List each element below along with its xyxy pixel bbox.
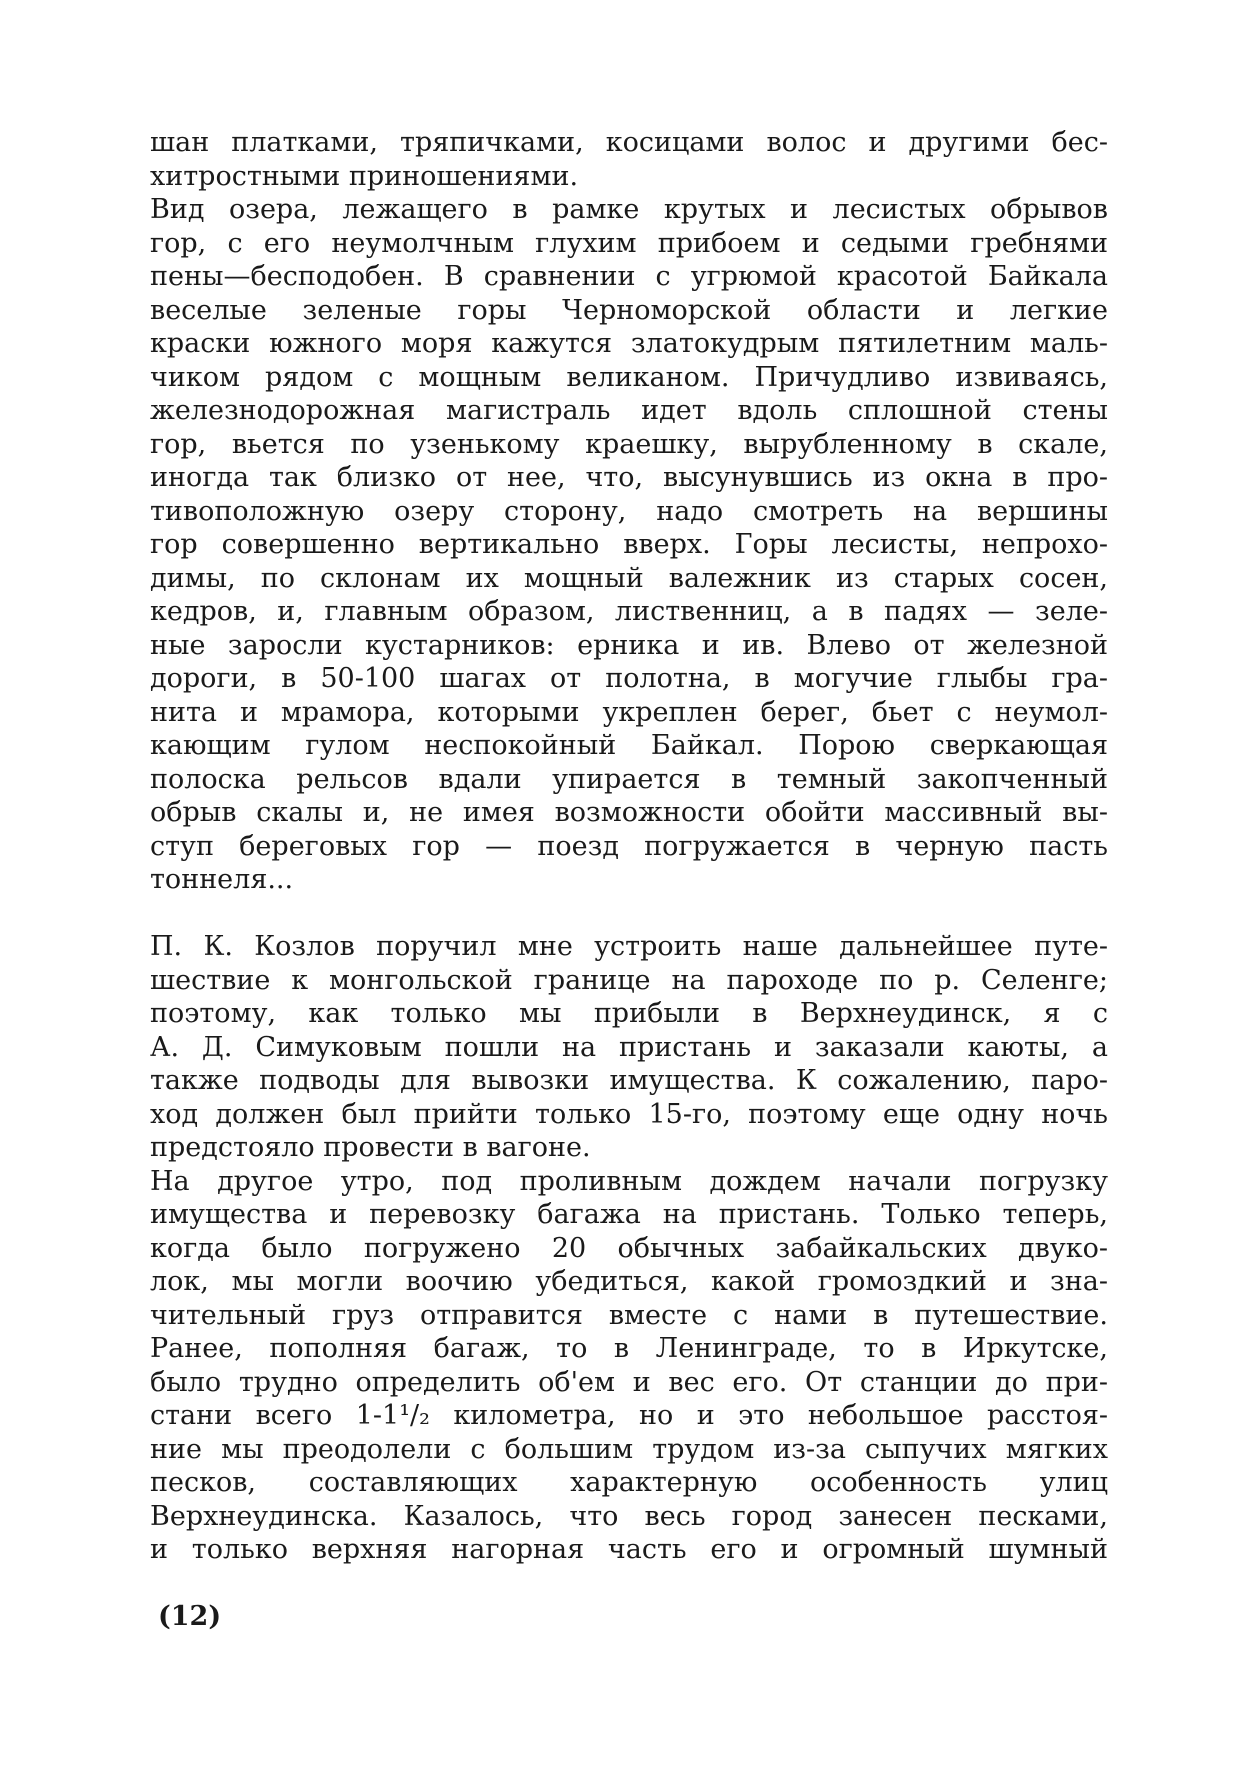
- text-line: ные заросли кустарников: ерника и ив. Влево от железной: [150, 629, 1108, 661]
- text-line: П. К. Козлов поручил мне устроить наше дальнейшее путе-: [150, 931, 1108, 962]
- text-line: На другое утро, под проливным дождем начали погрузку: [150, 1165, 1108, 1197]
- text-line: также подводы для вывозки имущества. К сожалению, паро-: [150, 1065, 1108, 1096]
- text-line: кедров, и, главным образом, лиственниц, а в падях — зеле-: [150, 596, 1108, 627]
- text-line: гор, с его неумолчным глухим прибоем и седыми гребнями: [150, 227, 1108, 259]
- page-number: (12): [158, 1601, 222, 1632]
- text-line: ние мы преодолели с большим трудом из-за сыпучих мягких: [150, 1433, 1108, 1465]
- text-line: поэтому, как только мы прибыли в Верхнеудинск, я с: [150, 998, 1108, 1029]
- text-line: было трудно определить об'ем и вес его. От станции до при-: [150, 1366, 1108, 1398]
- text-line: и только верхняя нагорная часть его и огромный шумный: [150, 1534, 1108, 1565]
- text-line: Вид озера, лежащего в рамке крутых и лесистых обрывов: [150, 194, 1108, 225]
- text-line: железнодорожная магистраль идет вдоль сплошной стены: [150, 395, 1108, 426]
- text-line: А. Д. Симуковым пошли на пристань и заказали каюты, а: [150, 1031, 1108, 1063]
- paragraph-block-1: [150, 126, 1108, 897]
- text-line: Ранее, пополняя багаж, то в Ленинграде, то в Иркутске,: [150, 1333, 1108, 1364]
- text-line: краски южного моря кажутся златокудрым пятилетним маль-: [150, 328, 1108, 359]
- text-line: веселые зеленые горы Черноморской области и легкие: [150, 294, 1108, 326]
- text-line: чиком рядом с мощным великаном. Причудливо извиваясь,: [150, 361, 1108, 393]
- text-line: стани всего 1-1¹/₂ километра, но и это небольшое расстоя-: [150, 1400, 1108, 1431]
- text-line: обрыв скалы и, не имея возможности обойти массивный вы-: [150, 797, 1108, 828]
- text-line: песков, составляющих характерную особенность улиц: [150, 1467, 1108, 1498]
- text-line: гор совершенно вертикально вверх. Горы лесисты, непрохо-: [150, 529, 1108, 560]
- text-line: шан платками, тряпичками, косицами волос и другими бес-: [150, 127, 1108, 158]
- text-line: чительный груз отправится вместе с нами в путешествие.: [150, 1299, 1108, 1331]
- text-line: димы, по склонам их мощный валежник из старых сосен,: [150, 562, 1108, 594]
- text-line: имущества и перевозку багажа на пристань. Только теперь,: [150, 1199, 1108, 1230]
- text-line: нита и мрамора, которыми укреплен берег, бьет с неумол-: [150, 696, 1108, 728]
- text-line: шествие к монгольской границе на пароходе по р. Селенге;: [150, 964, 1108, 996]
- text-line: кающим гулом неспокойный Байкал. Порою сверкающая: [150, 730, 1108, 761]
- text-line: гор, вьется по узенькому краешку, вырубленному в скале,: [150, 428, 1108, 460]
- text-line: ход должен был прийти только 15-го, поэтому еще одну ночь: [150, 1098, 1108, 1130]
- text-line: предстояло провести в вагоне.: [150, 1132, 591, 1163]
- text-line: тивоположную озеру сторону, надо смотреть на вершины: [150, 495, 1108, 527]
- text-line: когда было погружено 20 обычных забайкальских двуко-: [150, 1232, 1108, 1264]
- text-line: Верхнеудинска. Казалось, что весь город занесен песками,: [150, 1500, 1108, 1532]
- text-line: тоннеля...: [150, 864, 294, 895]
- text-line: ступ береговых гор — поезд погружается в черную пасть: [150, 830, 1108, 862]
- text-line: полоска рельсов вдали упирается в темный закопченный: [150, 763, 1108, 795]
- text-line: лок, мы могли воочию убедиться, какой громоздкий и зна-: [150, 1266, 1108, 1297]
- paragraph-block-2: [150, 930, 1108, 1567]
- text-line: пены—бесподобен. В сравнении с угрюмой красотой Байкала: [150, 261, 1108, 292]
- text-line: иногда так близко от нее, что, высунувшись из окна в про-: [150, 462, 1108, 493]
- text-line: хитростными приношениями.: [150, 160, 579, 192]
- text-line: дороги, в 50-100 шагах от полотна, в могучие глыбы гра-: [150, 663, 1108, 694]
